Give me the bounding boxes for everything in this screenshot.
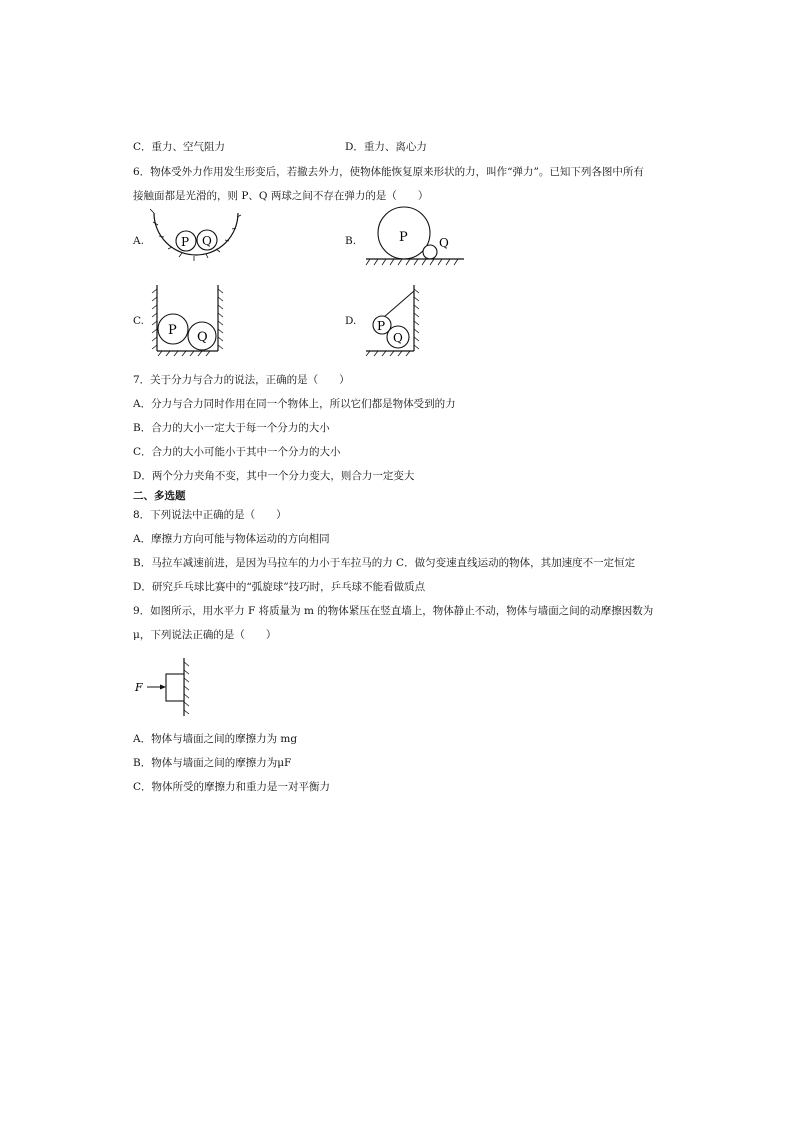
- q7-option-d: D．两个分力夹角不变，其中一个分力变大，则合力一定变大: [133, 470, 415, 482]
- q9-stem-line2: μ，下列说法正确的是（ ）: [133, 629, 277, 641]
- section-heading-multiple-choice: 二、多选题: [133, 490, 186, 502]
- q6-fig-a-ball-q: Q: [202, 234, 212, 248]
- q5-option-d: D．重力、离心力: [345, 141, 427, 153]
- q6-fig-d-ball-p: P: [377, 319, 386, 333]
- q6-fig-b-ball-q: Q: [439, 236, 449, 250]
- q9-figure-block-wall: [133, 656, 195, 720]
- q9-stem-line1: 9．如图所示，用水平力 F 将质量为 m 的物体紧压在竖直墙上，物体静止不动，物体与墙面之间的动摩擦因数为: [133, 605, 654, 617]
- q6-fig-c-label: C.: [133, 315, 144, 327]
- q6-figure-b-ground: [364, 205, 468, 269]
- q9-option-b: B．物体与墙面之间的摩擦力为μF: [133, 757, 292, 769]
- q9-option-a: A．物体与墙面之间的摩擦力为 mg: [133, 733, 298, 745]
- q5-option-c: C．重力、空气阻力: [133, 141, 226, 153]
- q8-option-b-c: B．马拉车减速前进，是因为马拉车的力小于车拉马的力 C．做匀变速直线运动的物体，其加速度不一定恒定: [133, 557, 636, 569]
- q6-stem-line1: 6．物体受外力作用发生形变后，若撤去外力，使物体能恢复原来形状的力，叫作“弹力”。已知下列各图中所有: [133, 166, 644, 178]
- q7-option-a: A．分力与合力同时作用在同一个物体上，所以它们都是物体受到的力: [133, 398, 456, 410]
- q6-figure-c-container: [150, 283, 226, 357]
- q7-option-c: C．合力的大小可能小于其中一个分力的大小: [133, 446, 341, 458]
- q6-fig-c-ball-p: P: [168, 323, 177, 338]
- q6-fig-d-label: D.: [345, 315, 357, 327]
- q7-option-b: B．合力的大小一定大于每一个分力的大小: [133, 422, 330, 434]
- q8-option-a: A．摩擦力方向可能与物体运动的方向相同: [133, 533, 330, 545]
- q6-fig-b-label: B.: [345, 235, 357, 247]
- q6-figure-d-wall: [364, 283, 424, 357]
- q7-stem: 7．关于分力与合力的说法，正确的是（ ）: [133, 374, 350, 386]
- q6-stem-line2: 接触面都是光滑的，则 P、Q 两球之间不存在弹力的是（ ）: [133, 190, 429, 202]
- q9-option-c: C．物体所受的摩擦力和重力是一对平衡力: [133, 781, 331, 793]
- q6-fig-a-ball-p: P: [181, 235, 190, 249]
- q9-fig-force-label: F: [135, 681, 143, 694]
- q8-stem: 8．下列说法中正确的是（ ）: [133, 509, 287, 521]
- q6-fig-b-ball-p: P: [399, 230, 408, 245]
- q8-option-d: D．研究乒乓球比赛中的“弧旋球”技巧时，乒乓球不能看做质点: [133, 581, 426, 593]
- q6-fig-c-ball-q: Q: [197, 330, 208, 345]
- q6-fig-d-ball-q: Q: [393, 331, 403, 345]
- q6-figure-a-bowl: [150, 205, 242, 271]
- q6-fig-a-label: A.: [133, 235, 144, 247]
